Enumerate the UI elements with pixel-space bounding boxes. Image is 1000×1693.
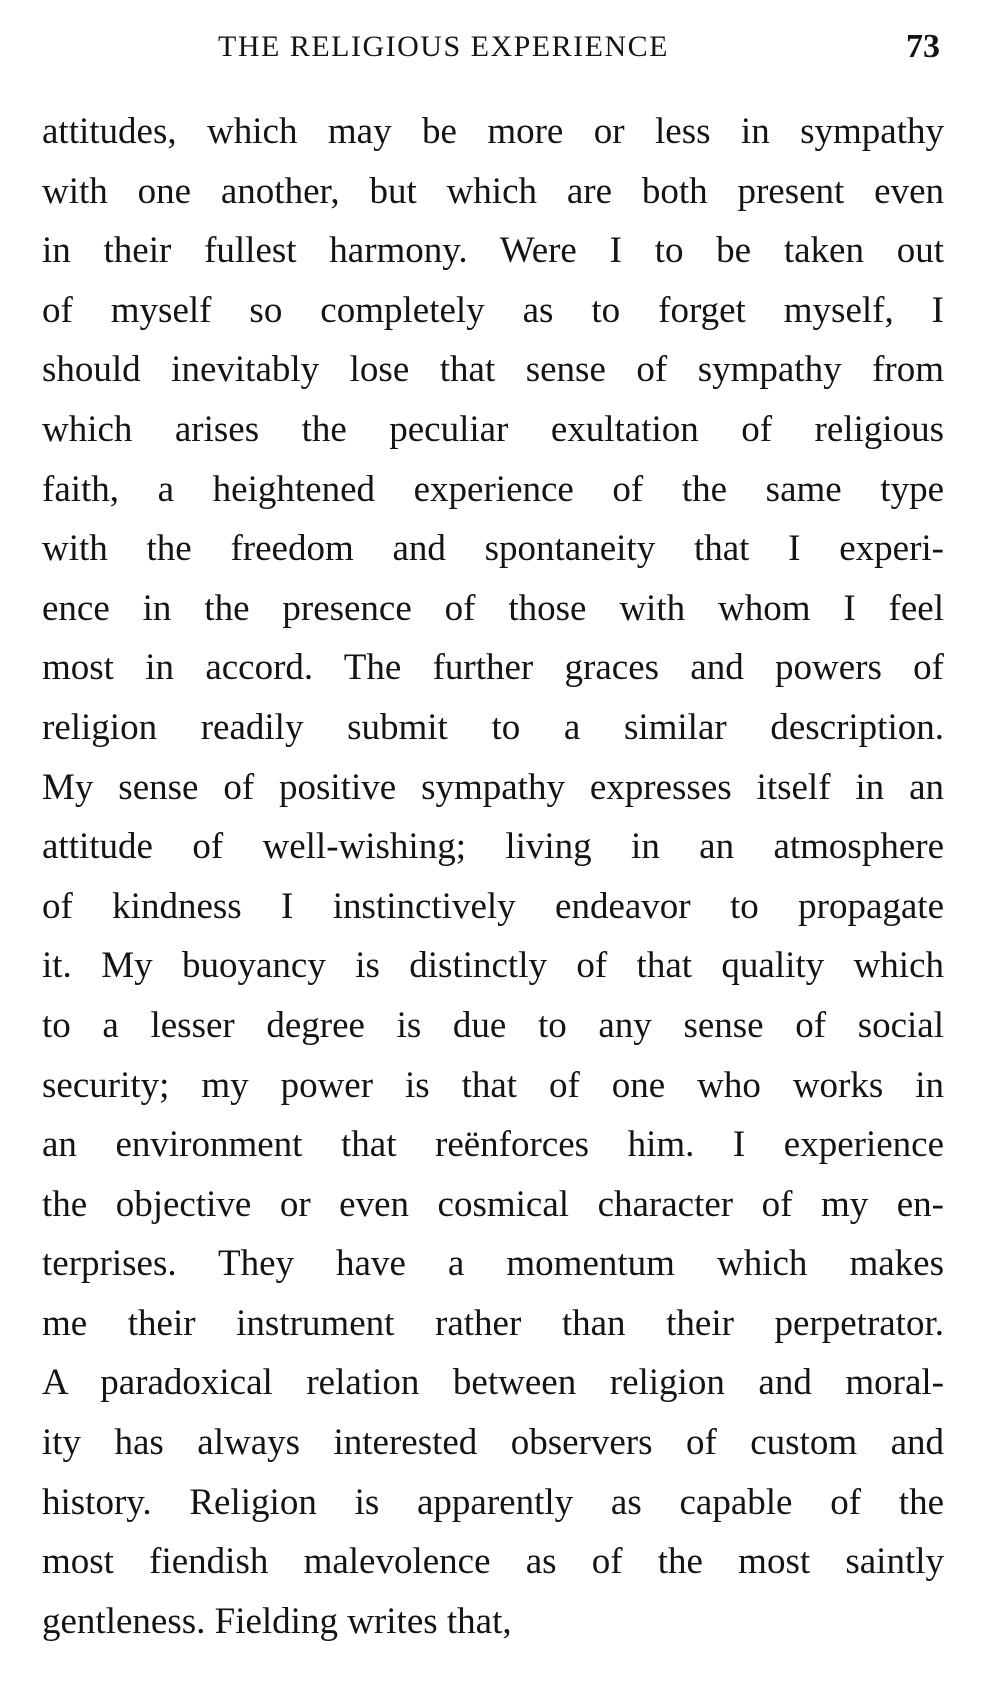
- text-line: an environment that reënforces him. I experience: [42, 1124, 944, 1166]
- text-line: faith, a heightened experience of the same type: [42, 468, 944, 510]
- text-line: ity has always interested observers of custom and: [42, 1422, 944, 1464]
- text-line: terprises. They have a momentum which makes: [42, 1243, 944, 1285]
- text-line: A paradoxical relation between religion and moral-: [42, 1362, 944, 1404]
- text-line: My sense of positive sympathy expresses itself in an: [42, 766, 944, 808]
- text-line: history. Religion is apparently as capable of the: [42, 1481, 944, 1523]
- text-line: with the freedom and spontaneity that I experi-: [42, 528, 944, 570]
- text-line: security; my power is that of one who works in: [42, 1064, 944, 1106]
- text-line: most in accord. The further graces and powers of: [42, 647, 944, 689]
- text-line: most fiendish malevolence as of the most saintly: [42, 1541, 944, 1583]
- page-number: 73: [906, 28, 940, 65]
- text-line: with one another, but which are both present even: [42, 170, 944, 212]
- text-line: me their instrument rather than their perpetrator.: [42, 1302, 944, 1344]
- text-line: ence in the presence of those with whom I feel: [42, 587, 944, 629]
- text-line: in their fullest harmony. Were I to be taken out: [42, 230, 944, 272]
- body-text: [42, 102, 944, 1651]
- text-line: of myself so completely as to forget myself, I: [42, 289, 944, 331]
- text-line: to a lesser degree is due to any sense of social: [42, 1004, 944, 1046]
- text-line: it. My buoyancy is distinctly of that quality which: [42, 945, 944, 987]
- text-line: religion readily submit to a similar description.: [42, 706, 944, 748]
- text-line: attitudes, which may be more or less in sympathy: [42, 111, 944, 152]
- text-line: attitude of well-wishing; living in an atmosphere: [42, 826, 944, 868]
- text-line: gentleness. Fielding writes that,: [42, 1600, 512, 1642]
- text-line: should inevitably lose that sense of sympathy from: [42, 349, 944, 391]
- text-line: which arises the peculiar exultation of religious: [42, 408, 944, 450]
- running-head: [200, 28, 940, 68]
- running-title: THE RELIGIOUS EXPERIENCE: [218, 30, 669, 63]
- text-line: the objective or even cosmical character of my en-: [42, 1183, 944, 1225]
- text-line: of kindness I instinctively endeavor to propagate: [42, 885, 944, 927]
